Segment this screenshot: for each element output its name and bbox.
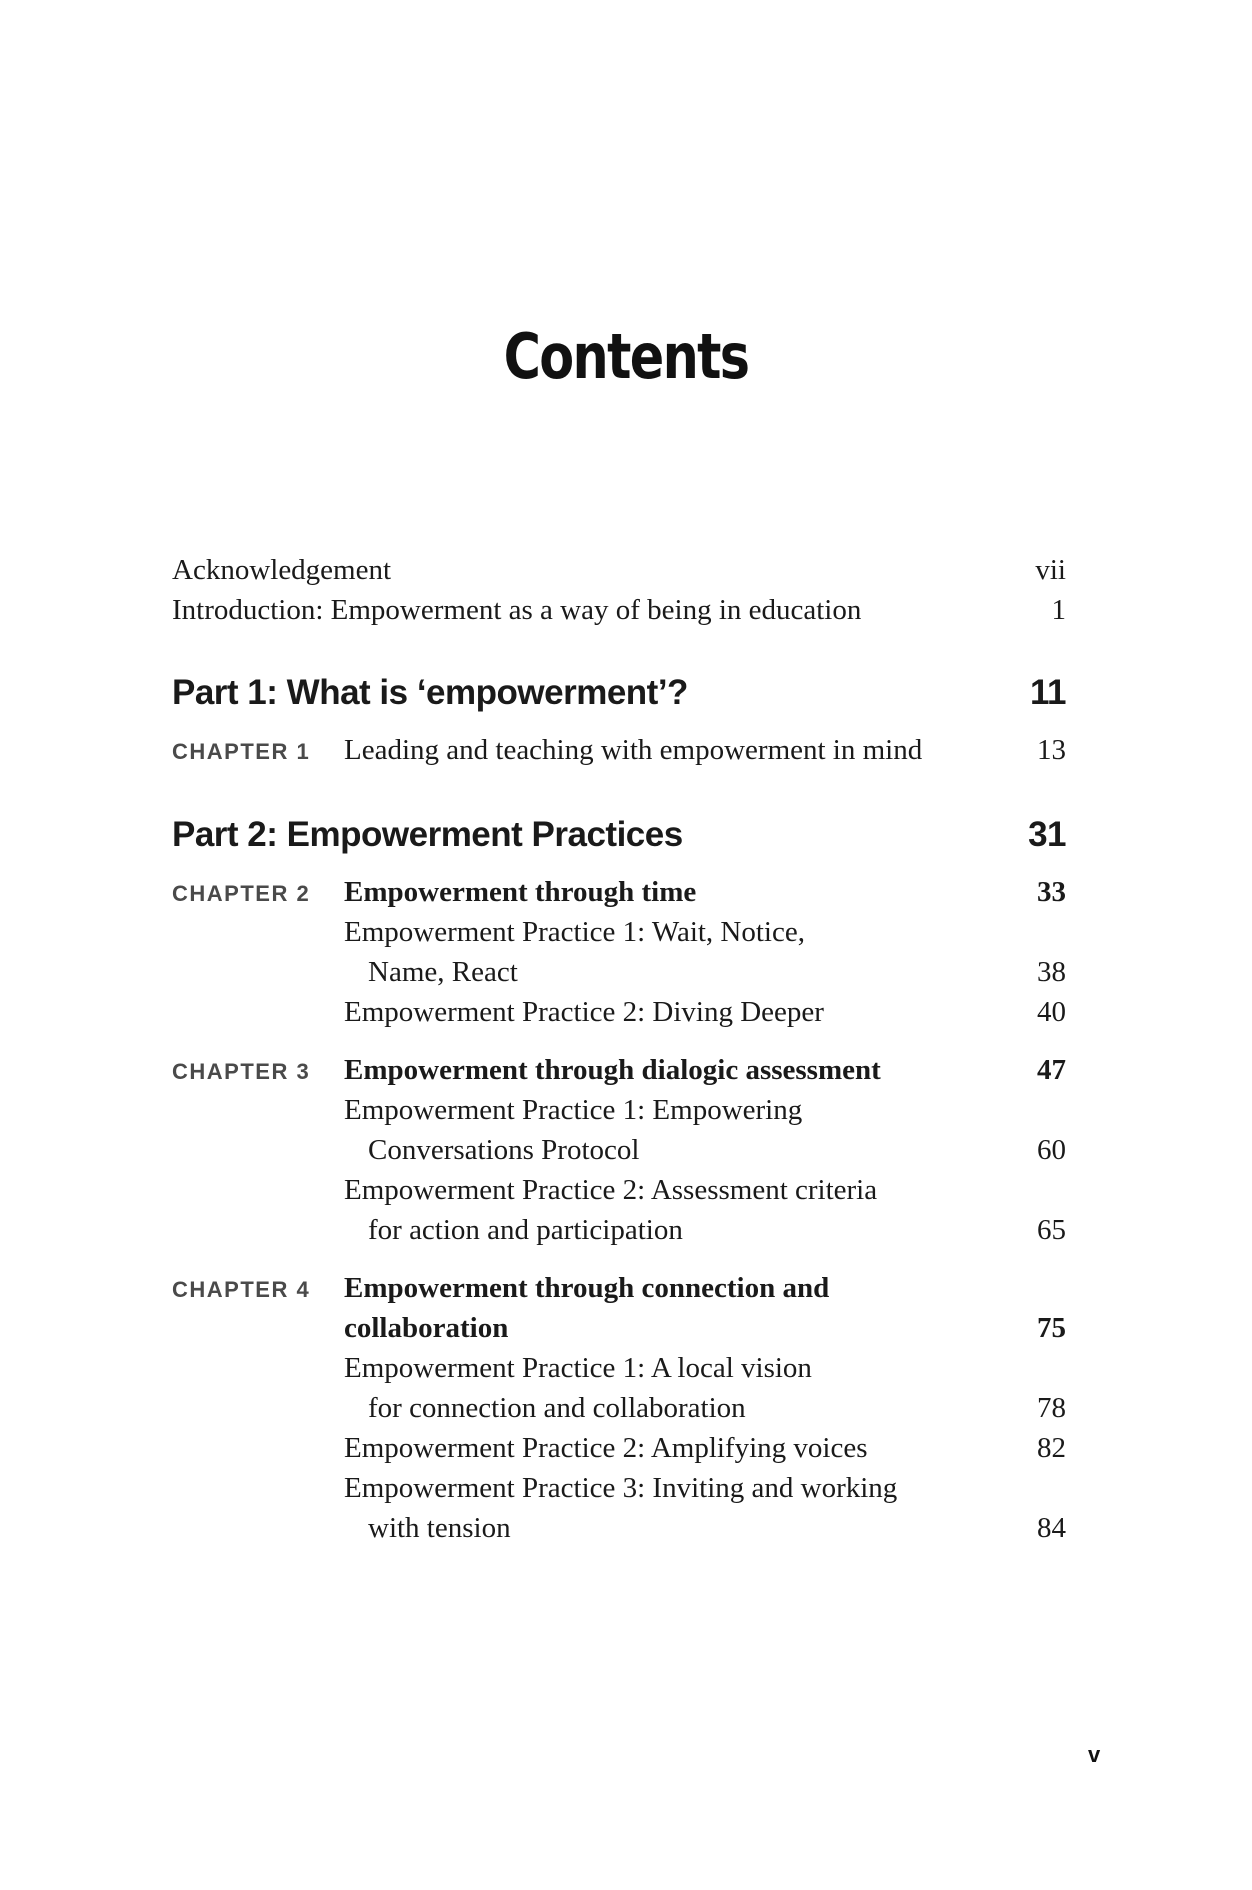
page-title: Contents <box>503 320 749 393</box>
chapter-label: CHAPTER 4 <box>172 1277 311 1302</box>
toc-part-1[interactable] <box>172 670 1066 716</box>
toc-entry-page: vii <box>1035 554 1066 586</box>
toc-entry-text: Acknowledgement <box>172 554 392 586</box>
chapter-title-row <box>344 730 1066 770</box>
part-title: Part 1: What is ‘empowerment’? <box>172 673 688 712</box>
chapter-title-row <box>344 872 1066 912</box>
toc-practice-entry[interactable] <box>344 1428 1066 1468</box>
practice-title-line1: Empowerment Practice 1: A local vision <box>344 1352 812 1384</box>
part-page: 31 <box>1028 815 1066 854</box>
toc-practice-entry[interactable] <box>344 1090 1066 1170</box>
practice-title-line2: for connection and collaboration <box>368 1392 746 1424</box>
chapter-title: Leading and teaching with empowerment in mind <box>344 734 923 766</box>
practice-page: 40 <box>1037 996 1066 1028</box>
toc-entry-introduction[interactable] <box>172 590 1066 630</box>
practice-title-line2: Conversations Protocol <box>368 1134 640 1166</box>
practice-title-line1: Empowerment Practice 2: Assessment criteria <box>344 1174 878 1206</box>
chapter-title: Empowerment through dialogic assessment <box>344 1054 881 1086</box>
toc-chapter-1[interactable] <box>172 730 1066 772</box>
practice-title-line1: Empowerment Practice 2: Amplifying voices <box>344 1432 868 1464</box>
chapter-page: 47 <box>1037 1054 1066 1086</box>
chapter-page: 75 <box>1037 1312 1066 1344</box>
practice-page: 60 <box>1037 1134 1066 1166</box>
toc-part-2[interactable] <box>172 812 1066 858</box>
chapter-page: 33 <box>1037 876 1066 908</box>
chapter-page: 13 <box>1037 734 1066 766</box>
practice-page: 78 <box>1037 1392 1066 1424</box>
toc-practice-entry[interactable] <box>344 1468 1066 1548</box>
chapter-title-row <box>344 1050 1066 1090</box>
part-page: 11 <box>1030 673 1066 712</box>
practice-title-line2: with tension <box>368 1512 511 1544</box>
chapter-title: Empowerment through time <box>344 876 697 908</box>
chapter-title-row <box>344 1268 1066 1348</box>
toc-entry-acknowledgement[interactable] <box>172 550 1066 590</box>
practice-page: 65 <box>1037 1214 1066 1246</box>
chapter-title-line2: collaboration <box>344 1312 509 1344</box>
toc-chapter-4[interactable] <box>172 1268 1066 1548</box>
table-of-contents <box>172 550 1066 1566</box>
chapter-label: CHAPTER 3 <box>172 1059 311 1084</box>
chapter-label: CHAPTER 1 <box>172 739 311 764</box>
toc-practice-entry[interactable] <box>344 992 1066 1032</box>
practice-page: 84 <box>1037 1512 1066 1544</box>
practice-page: 38 <box>1037 956 1066 988</box>
practice-title-line1: Empowerment Practice 3: Inviting and working <box>344 1472 898 1504</box>
part-title: Part 2: Empowerment Practices <box>172 815 683 854</box>
chapter-title-line1: Empowerment through connection and <box>344 1272 830 1304</box>
toc-practice-entry[interactable] <box>344 1170 1066 1250</box>
toc-practice-entry[interactable] <box>344 1348 1066 1428</box>
page-number: v <box>1088 1742 1101 1767</box>
toc-chapter-2[interactable] <box>172 872 1066 1032</box>
toc-entry-text: Introduction: Empowerment as a way of being in education <box>172 594 862 626</box>
practice-page: 82 <box>1037 1432 1066 1464</box>
toc-entry-page: 1 <box>1051 594 1066 626</box>
practice-title-line2: for action and participation <box>368 1214 683 1246</box>
practice-title-line1: Empowerment Practice 1: Empowering <box>344 1094 803 1126</box>
practice-title-line2: Name, React <box>368 956 518 988</box>
practice-title-line1: Empowerment Practice 2: Diving Deeper <box>344 996 824 1028</box>
toc-practice-entry[interactable] <box>344 912 1066 992</box>
chapter-label: CHAPTER 2 <box>172 881 311 906</box>
practice-title-line1: Empowerment Practice 1: Wait, Notice, <box>344 916 805 948</box>
toc-chapter-3[interactable] <box>172 1050 1066 1250</box>
